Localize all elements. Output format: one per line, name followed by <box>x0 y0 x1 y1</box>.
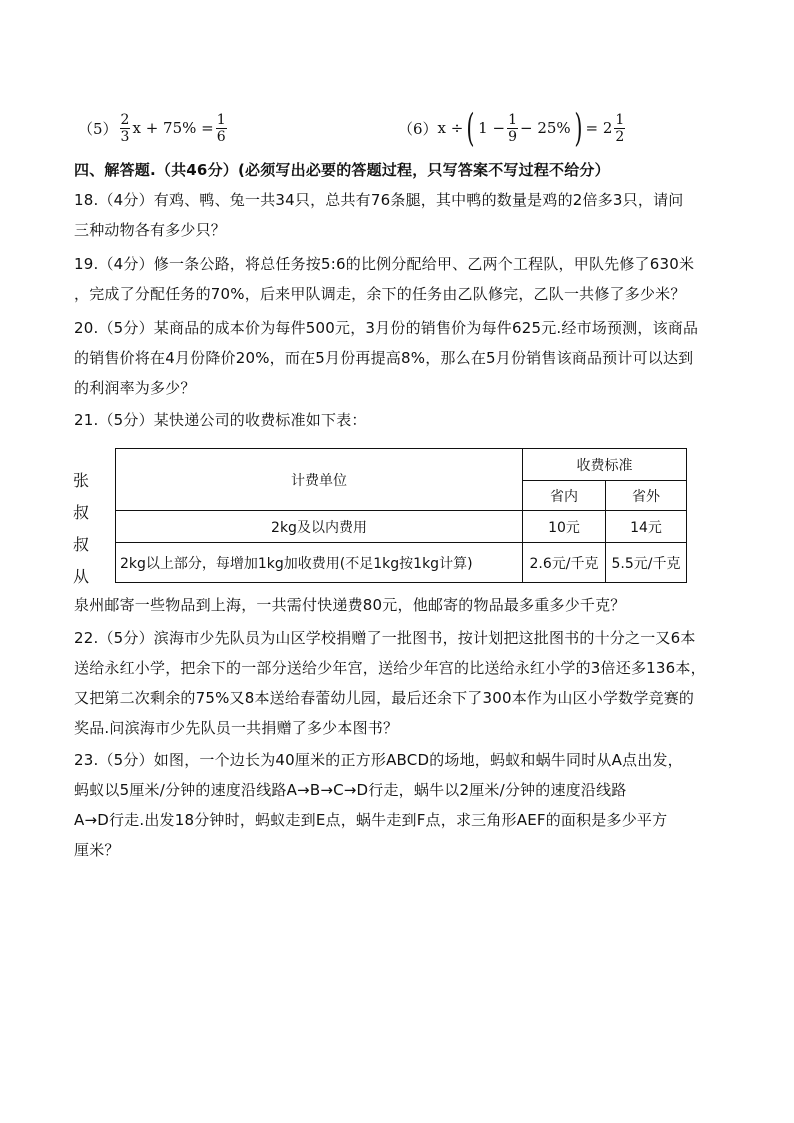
row1-in: 10元 <box>523 511 606 543</box>
table-row <box>116 543 687 583</box>
header-out-province: 省外 <box>606 481 687 511</box>
right-paren-icon: ) <box>574 106 583 150</box>
eq6-one-text: 1 − <box>478 119 506 137</box>
q22-line-3: 又把第二次剩余的75%又8本送给春蕾幼儿园，最后还余下了300本作为山区小学数学竞赛的 <box>74 689 695 707</box>
eq6-frac1-denominator: 9 <box>508 128 517 145</box>
q23-line-4: 厘米？ <box>74 841 120 859</box>
equation-6 <box>398 108 627 148</box>
q23-line-1: 23.（5分）如图，一个边长为40厘米的正方形ABCD的场地，蚂蚁和蜗牛同时从A点出发， <box>74 751 683 769</box>
q22-line-1: 22.（5分）滨海市少先队员为山区学校捐赠了一批图书，按计划把这批图书的十分之一又6本 <box>74 629 696 647</box>
eq6-fraction-2 <box>614 112 625 145</box>
fee-table <box>115 448 687 583</box>
row2-in: 2.6元/千克 <box>523 543 606 583</box>
eq5-frac1-numerator: 2 <box>120 111 130 128</box>
eq6-equals-text: = 2 <box>585 119 613 137</box>
q20-line-2: 的销售价将在4月份降价20%，而在5月份再提高8%，那么在5月份销售该商品预计可以达到 <box>74 349 694 367</box>
header-unit: 计费单位 <box>116 449 523 511</box>
eq6-frac2-denominator: 2 <box>615 128 625 145</box>
eq6-frac2-numerator: 1 <box>615 111 625 128</box>
row1-label: 2kg及以内费用 <box>116 511 523 543</box>
eq5-frac1-denominator: 3 <box>120 128 130 145</box>
header-in-province: 省内 <box>523 481 606 511</box>
table-row <box>116 511 687 543</box>
side-char-1: 张 <box>73 471 90 490</box>
eq5-fraction-2 <box>216 112 227 145</box>
q22-line-4: 奖品.问滨海市少先队员一共捐赠了多少本图书？ <box>74 719 399 737</box>
row2-label: 2kg以上部分，每增加1kg加收费用(不足1kg按1kg计算) <box>116 543 523 583</box>
left-paren-icon: ( <box>466 106 475 150</box>
side-char-2: 叔 <box>73 503 90 522</box>
eq6-label: （6） <box>398 119 438 138</box>
table-header-row <box>116 449 687 481</box>
eq5-fraction-1 <box>120 112 131 145</box>
q23-line-3: A→D行走.出发18分钟时，蚂蚁走到E点，蜗牛走到F点，求三角形AEF的面积是多少平方 <box>74 811 668 829</box>
q23-line-2: 蚂蚁以5厘米/分钟的速度沿线路A→B→C→D行走，蜗牛以2厘米/分钟的速度沿线路 <box>74 781 627 799</box>
q22-line-2: 送给永红小学，把余下的一部分送给少年宫，送给少年宫的比送给永红小学的3倍还多136本， <box>74 659 706 677</box>
row1-out: 14元 <box>606 511 687 543</box>
eq6-before-text: x ÷ <box>437 119 464 137</box>
q20-line-3: 的利润率为多少？ <box>74 379 196 397</box>
eq6-frac1-numerator: 1 <box>508 111 517 128</box>
q21-line-after: 泉州邮寄一些物品到上海，一共需付快递费80元，他邮寄的物品最多重多少千克？ <box>74 596 626 614</box>
q19-line-1: 19.（4分）修一条公路，将总任务按5:6的比例分配给甲、乙两个工程队，甲队先修了630米 <box>74 255 695 273</box>
q21-line-1: 21.（5分）某快递公司的收费标准如下表： <box>74 411 367 429</box>
row2-out: 5.5元/千克 <box>606 543 687 583</box>
header-standard: 收费标准 <box>523 449 687 481</box>
q18-line-2: 三种动物各有多少只？ <box>74 221 227 239</box>
eq6-after-text: − 25% <box>519 119 571 137</box>
q18-line-1: 18.（4分）有鸡、鸭、兔一共34只，总共有76条腿，其中鸭的数量是鸡的2倍多3只，请问 <box>74 191 684 209</box>
eq5-frac2-numerator: 1 <box>216 111 226 128</box>
eq6-fraction-1 <box>507 112 518 145</box>
side-char-3: 叔 <box>73 535 90 554</box>
equation-5 <box>78 108 229 148</box>
q20-line-1: 20.（5分）某商品的成本价为每件500元，3月份的销售价为每件625元.经市场预测，该商品 <box>74 319 699 337</box>
eq5-label: （5） <box>78 119 118 138</box>
side-char-4: 从 <box>73 567 90 586</box>
eq5-middle-text: x + 75% = <box>132 119 214 137</box>
q19-line-2: ，完成了分配任务的70%，后来甲队调走，余下的任务由乙队修完，乙队一共修了多少米？ <box>74 285 686 303</box>
eq5-frac2-denominator: 6 <box>216 128 226 145</box>
section-heading: 四、解答题.（共46分）(必须写出必要的答题过程，只写答案不写过程不给分） <box>74 161 610 179</box>
